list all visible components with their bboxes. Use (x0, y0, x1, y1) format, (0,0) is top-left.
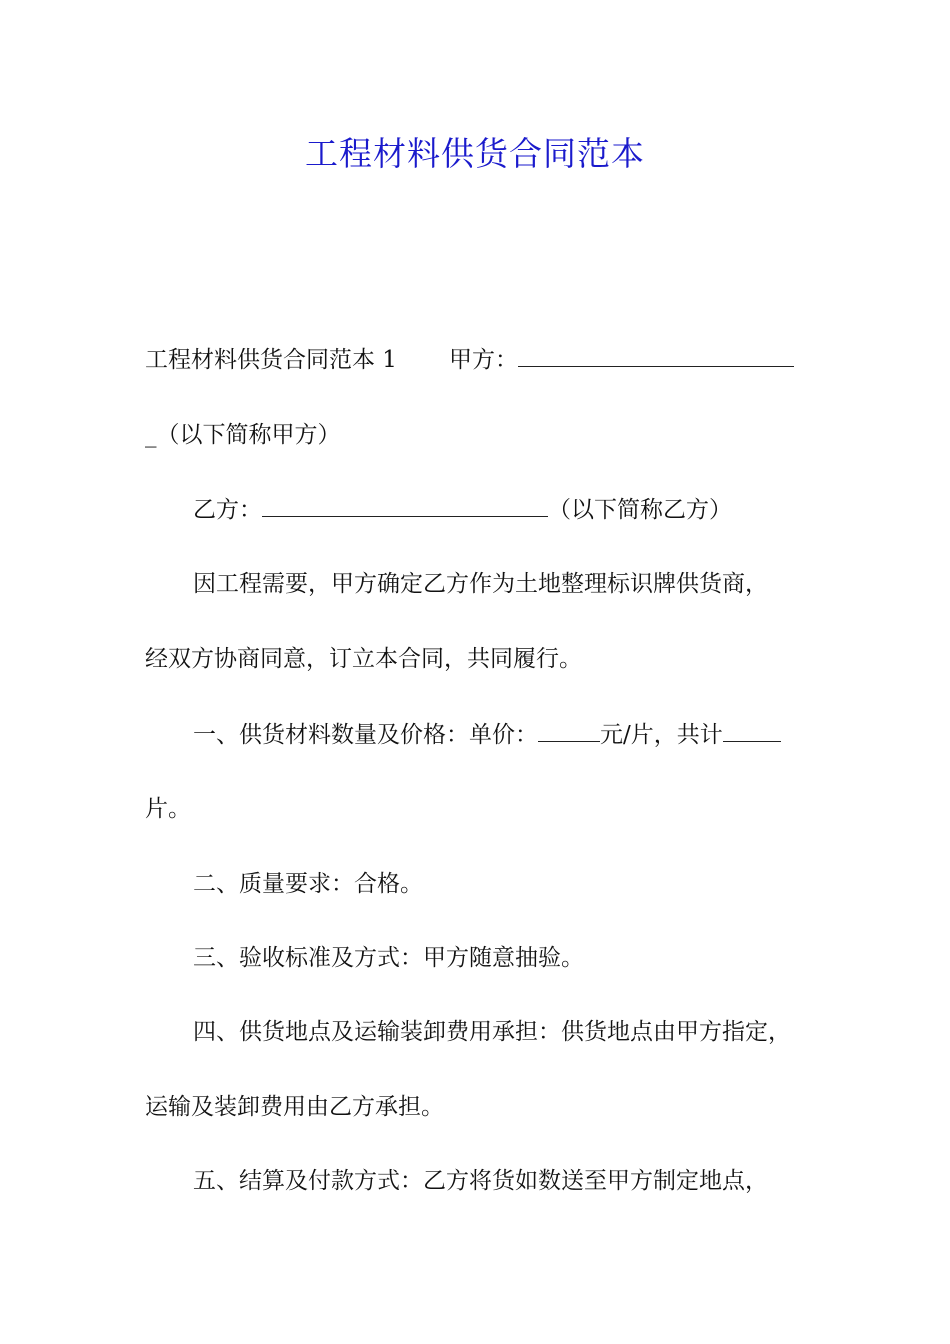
party-a-label: 甲方： (448, 347, 518, 373)
line-10: 四、供货地点及运输装卸费用承担：供货地点由甲方指定， (193, 1019, 791, 1045)
line-4: 因工程需要，甲方确定乙方作为土地整理标识牌供货商， (193, 571, 768, 597)
party-b-note: （以下简称乙方） (548, 497, 732, 523)
line-8: 二、质量要求：合格。 (193, 871, 423, 897)
contract-heading: 工程材料供货合同范本 1 (145, 347, 397, 373)
line-2: _（以下简称甲方） (145, 422, 341, 448)
line-9: 三、验收标准及方式：甲方随意抽验。 (193, 945, 584, 971)
price-label: 一、供货材料数量及价格：单价： (193, 722, 538, 748)
line-3 (145, 494, 863, 525)
line-12: 五、结算及付款方式：乙方将货如数送至甲方制定地点， (193, 1168, 768, 1194)
line-11: 运输及装卸费用由乙方承担。 (145, 1094, 444, 1120)
price-unit: 元/片，共计 (600, 722, 723, 748)
line-5: 经双方协商同意，订立本合同，共同履行。 (145, 646, 582, 672)
unit-price-blank (538, 719, 600, 742)
line-7: 片。 (145, 796, 191, 822)
line-1 (145, 344, 815, 375)
quantity-blank (723, 719, 781, 742)
party-b-blank (262, 494, 548, 517)
line-6 (145, 719, 863, 750)
document-title: 工程材料供货合同范本 (305, 134, 645, 173)
party-b-label: 乙方： (193, 497, 262, 523)
party-a-blank (518, 344, 794, 367)
